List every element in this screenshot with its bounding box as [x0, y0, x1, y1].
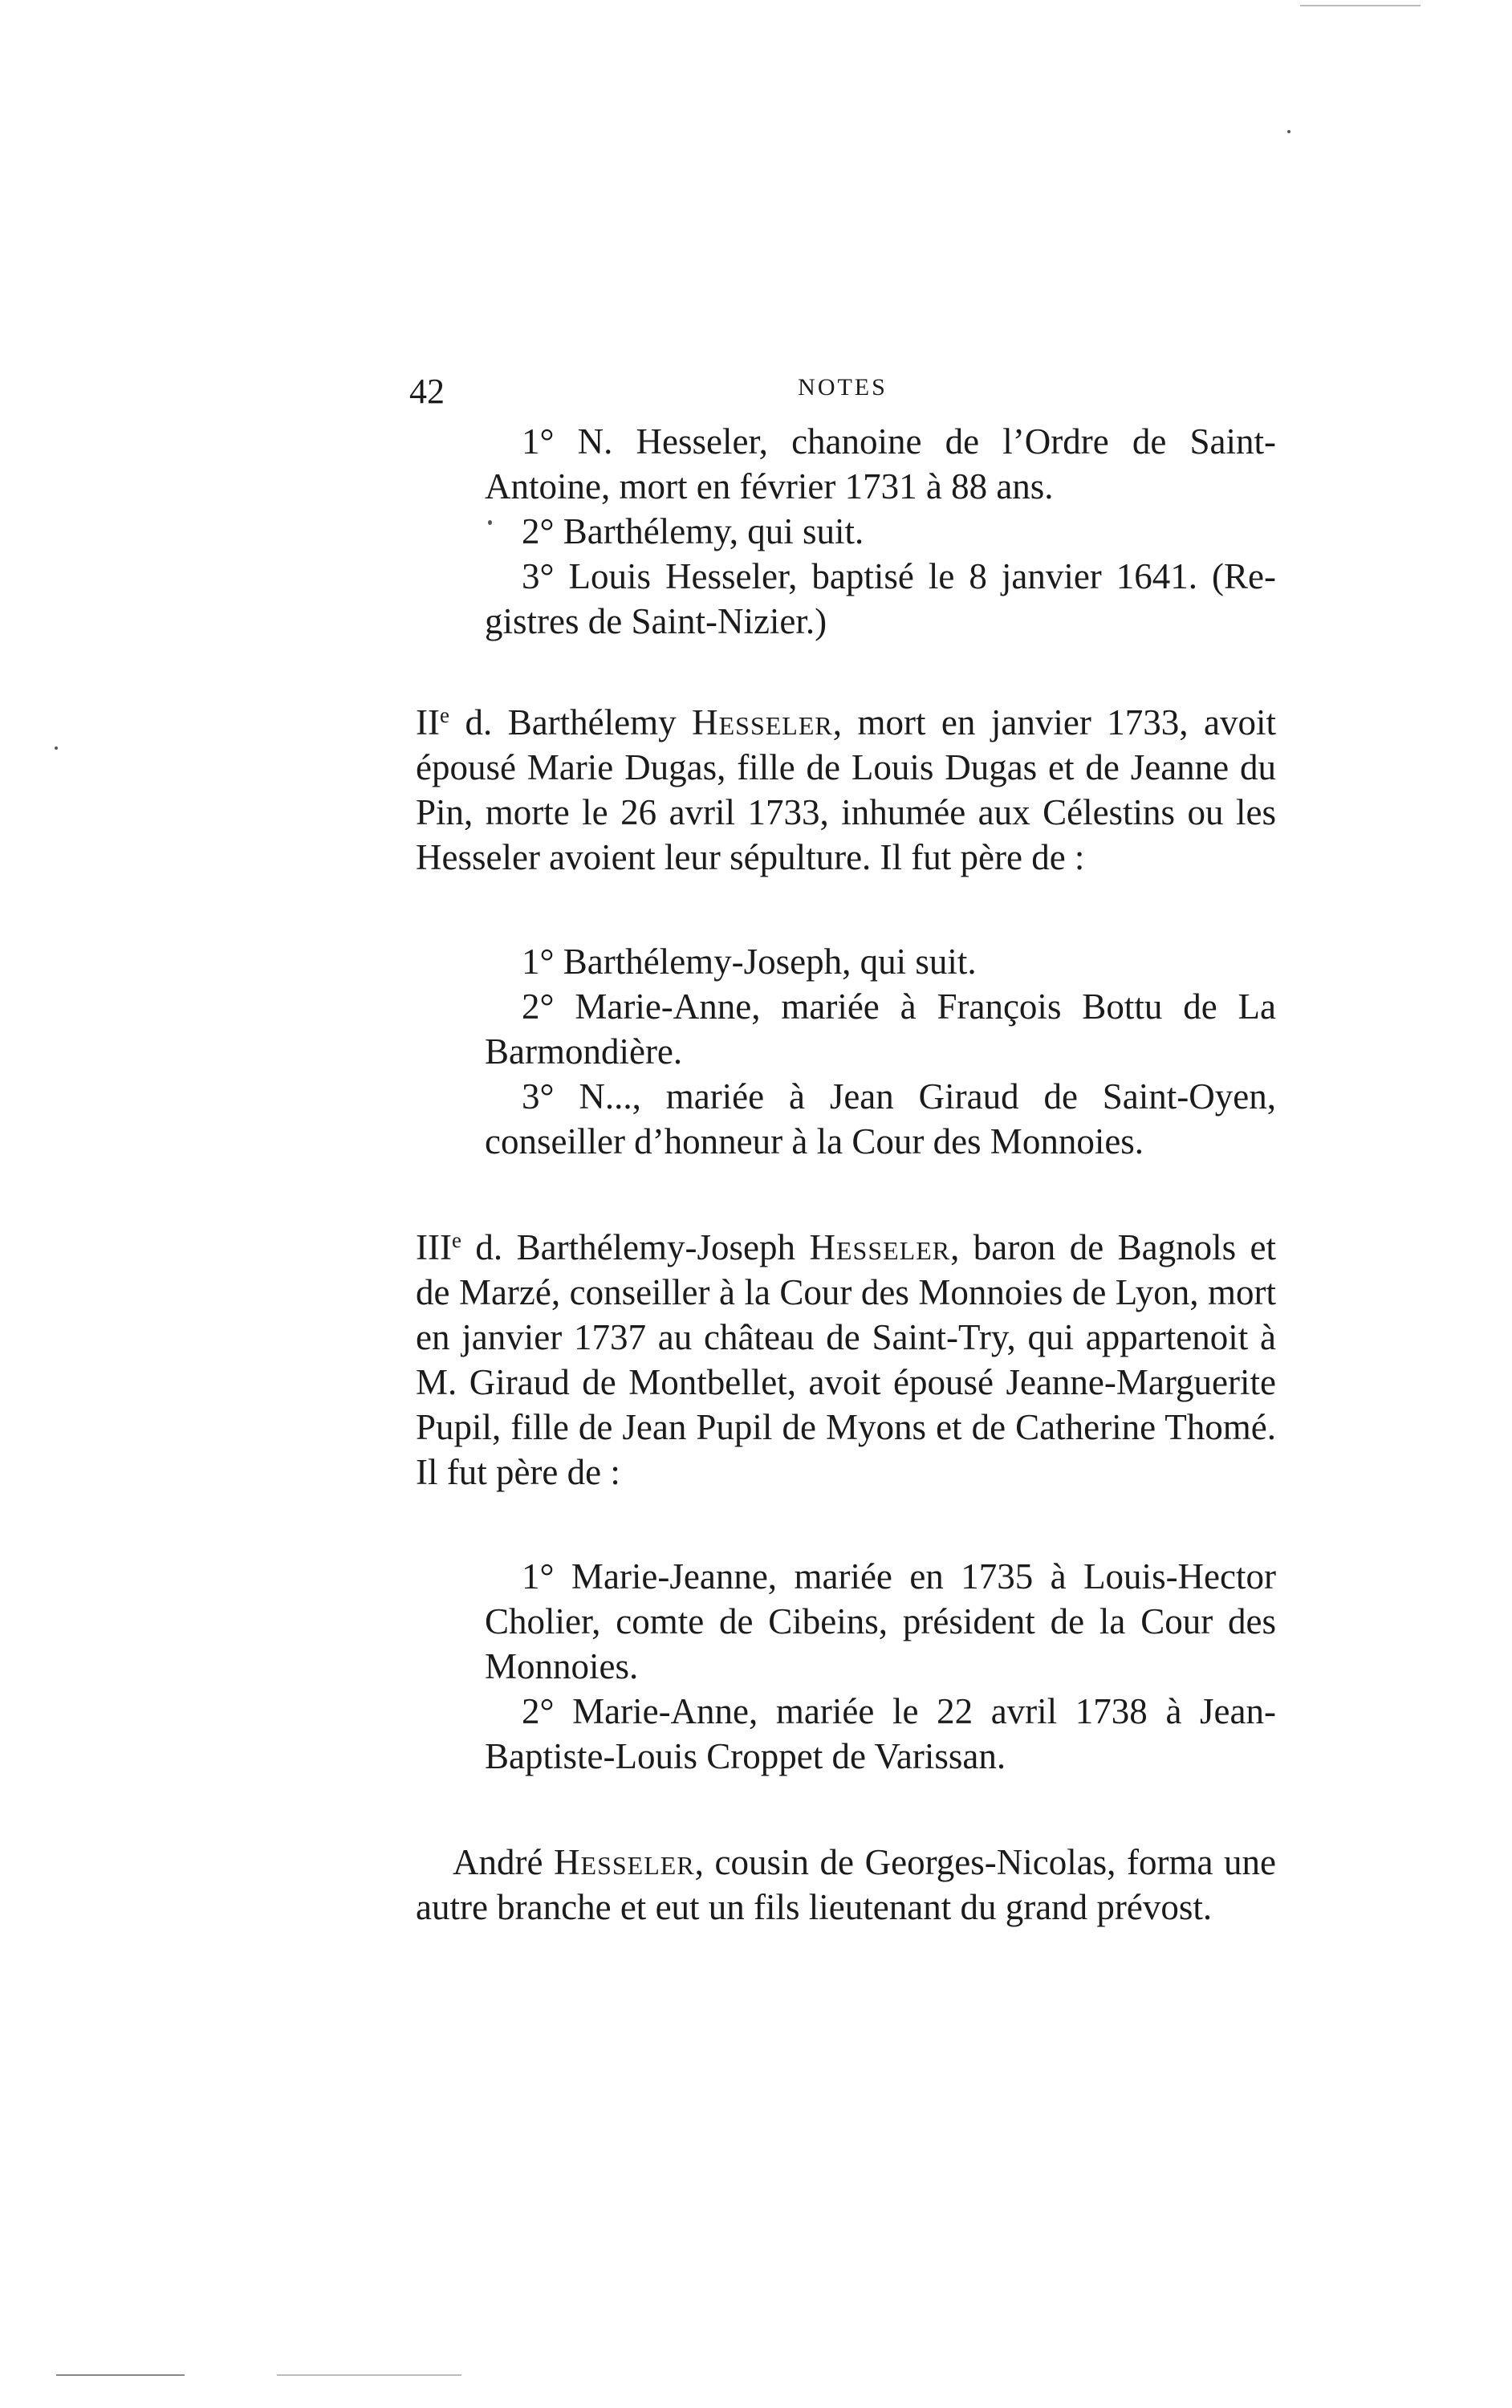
text-line: autre branche et eut un fils lieutenant du grand prévost. [416, 1887, 1213, 1927]
text-line: 1° Marie-Jeanne, mariée en 1735 à Louis-Hector [522, 1556, 1276, 1597]
text-line: 1° N. Hesseler, chanoine de l’Ordre de Saint- [522, 421, 1276, 462]
text-line: Il fut père de : [416, 1452, 620, 1492]
text-line: M. Giraud de Montbellet, avoit épousé Jeanne-Marguerite [416, 1362, 1276, 1402]
text-line: de Marzé, conseiller à la Cour des Monnoies de Lyon, mort [416, 1272, 1276, 1312]
text-fragment: , baron de Bagnols et [950, 1227, 1277, 1267]
text-line: 2° Marie-Anne, mariée le 22 avril 1738 à Jean- [522, 1691, 1276, 1731]
text-line: Cholier, comte de Cibeins, président de la Cour des [485, 1601, 1276, 1641]
text-line: conseiller d’honneur à la Cour des Monnoies. [485, 1121, 1144, 1161]
text-line: 2° Barthélemy, qui suit. [522, 511, 864, 551]
scan-speck [488, 520, 492, 525]
text-line: 3° N..., mariée à Jean Giraud de Saint-Oyen, [522, 1076, 1276, 1117]
scan-artifact-line [56, 2374, 185, 2376]
text-line: Hesseler avoient leur sépulture. Il fut père de : [416, 837, 1085, 877]
given-name: Barthélemy-Joseph [516, 1227, 796, 1267]
text-line: Baptiste-Louis Croppet de Varissan. [485, 1736, 1006, 1776]
surname: Hesseler [809, 1227, 951, 1267]
text-line: Pin, morte le 26 avril 1733, inhumée aux Célestins ou les [416, 792, 1276, 832]
text-line [416, 1225, 1276, 1270]
scan-speck [1287, 130, 1290, 133]
given-name: André [453, 1842, 543, 1882]
text-line: Antoine, mort en février 1731 à 88 ans. [485, 466, 1054, 506]
page-number: 42 [409, 372, 445, 411]
text-line: épousé Marie Dugas, fille de Louis Dugas et de Jeanne du [416, 747, 1276, 787]
text-line: en janvier 1737 au château de Saint-Try, qui appartenoit à [416, 1317, 1276, 1357]
scan-artifact-line [1300, 5, 1421, 6]
scan-artifact-line [277, 2374, 461, 2376]
surname: Hesseler [554, 1842, 695, 1882]
text-line [453, 1840, 1276, 1885]
scan-speck [55, 746, 58, 750]
running-title: NOTES [798, 374, 888, 401]
text-fragment: , cousin de Georges-Nicolas, forma une [694, 1842, 1276, 1882]
text-line: Monnoies. [485, 1646, 639, 1686]
given-name: Barthélemy [507, 702, 677, 742]
text-line [416, 700, 1276, 745]
generation-degree: IIIe d. [416, 1227, 503, 1267]
text-line: Pupil, fille de Jean Pupil de Myons et de Catherine Thomé. [416, 1407, 1276, 1447]
text-line: Barmondière. [485, 1031, 683, 1072]
generation-degree: IIe d. [416, 702, 493, 742]
text-line: 2° Marie-Anne, mariée à François Bottu de La [522, 986, 1276, 1027]
text-line: gistres de Saint-Nizier.) [485, 601, 827, 641]
text-line: 1° Barthélemy-Joseph, qui suit. [522, 942, 977, 982]
text-line: 3° Louis Hesseler, baptisé le 8 janvier 1641. (Re- [522, 556, 1276, 596]
page-header [409, 371, 1276, 419]
surname: Hesseler [692, 702, 833, 742]
text-fragment: , mort en janvier 1733, avoit [832, 702, 1277, 742]
